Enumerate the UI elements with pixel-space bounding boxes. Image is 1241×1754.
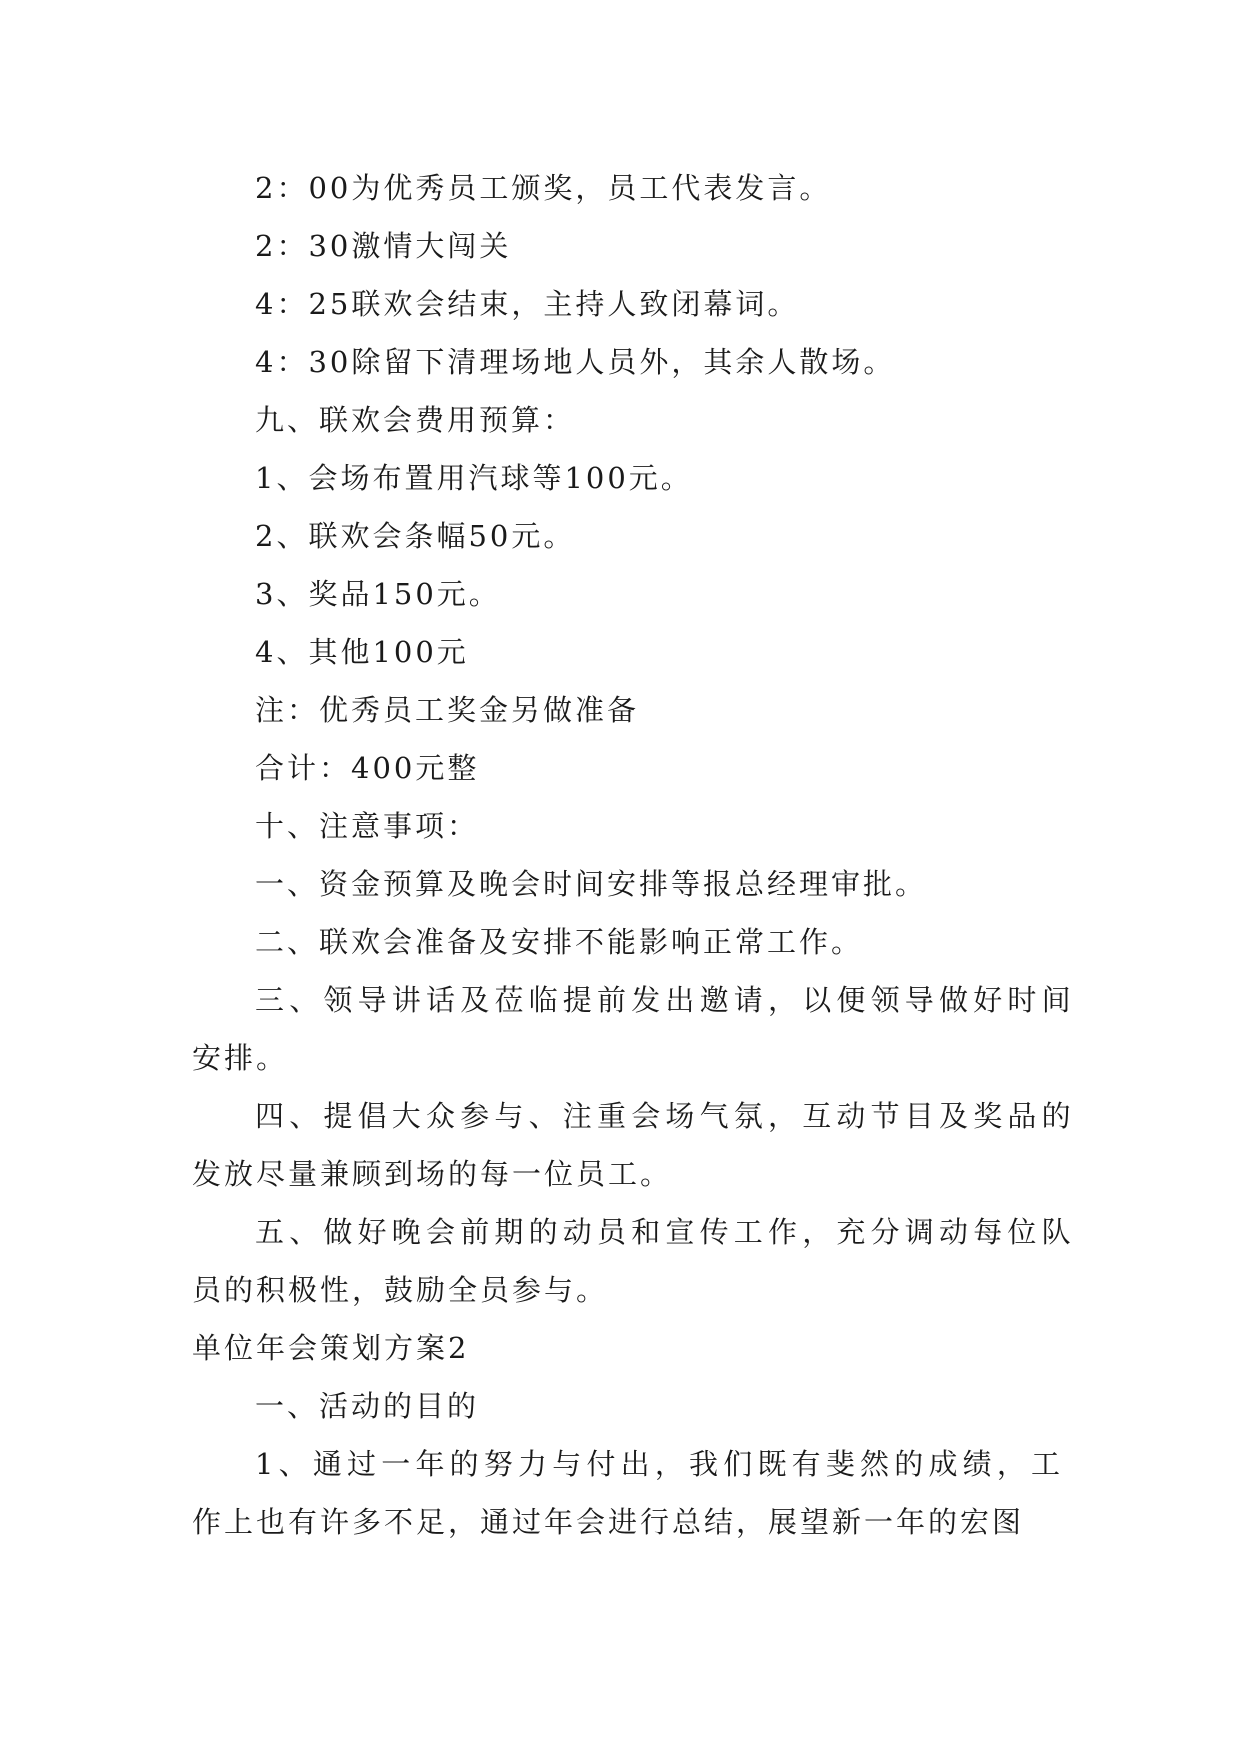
notice-item-continued: 安排。 bbox=[192, 1041, 289, 1075]
notice-item: 二、联欢会准备及安排不能影响正常工作。 bbox=[255, 925, 864, 959]
section-heading: 十、注意事项： bbox=[255, 809, 480, 843]
notice-item-continued: 员的积极性，鼓励全员参与。 bbox=[192, 1273, 609, 1307]
section-heading: 九、联欢会费用预算： bbox=[255, 403, 576, 437]
schedule-line: 2：00为优秀员工颁奖，员工代表发言。 bbox=[255, 171, 832, 205]
notice-item: 三、领导讲话及莅临提前发出邀请，以便领导做好时间 bbox=[255, 983, 1076, 1017]
notice-item: 一、资金预算及晚会时间安排等报总经理审批。 bbox=[255, 867, 928, 901]
budget-item: 2、联欢会条幅50元。 bbox=[255, 519, 576, 553]
budget-item: 4、其他100元 bbox=[255, 635, 469, 669]
budget-note: 注：优秀员工奖金另做准备 bbox=[255, 693, 640, 727]
budget-item: 3、奖品150元。 bbox=[255, 577, 501, 611]
budget-item: 1、会场布置用汽球等100元。 bbox=[255, 461, 693, 495]
notice-item-continued: 发放尽量兼顾到场的每一位员工。 bbox=[192, 1157, 673, 1191]
paragraph-line: 1、通过一年的努力与付出，我们既有斐然的成绩，工 bbox=[255, 1447, 1066, 1481]
schedule-line: 4：30除留下清理场地人员外，其余人散场。 bbox=[255, 345, 896, 379]
section-heading: 一、活动的目的 bbox=[255, 1389, 480, 1423]
budget-total: 合计：400元整 bbox=[255, 751, 480, 785]
notice-item: 四、提倡大众参与、注重会场气氛，互动节目及奖品的 bbox=[255, 1099, 1076, 1133]
schedule-line: 2：30激情大闯关 bbox=[255, 229, 512, 263]
schedule-line: 4：25联欢会结束，主持人致闭幕词。 bbox=[255, 287, 800, 321]
notice-item: 五、做好晚会前期的动员和宣传工作，充分调动每位队 bbox=[255, 1215, 1076, 1249]
paragraph-line: 作上也有许多不足，通过年会进行总结，展望新一年的宏图 bbox=[192, 1505, 1025, 1539]
document-title: 单位年会策划方案2 bbox=[192, 1331, 470, 1365]
